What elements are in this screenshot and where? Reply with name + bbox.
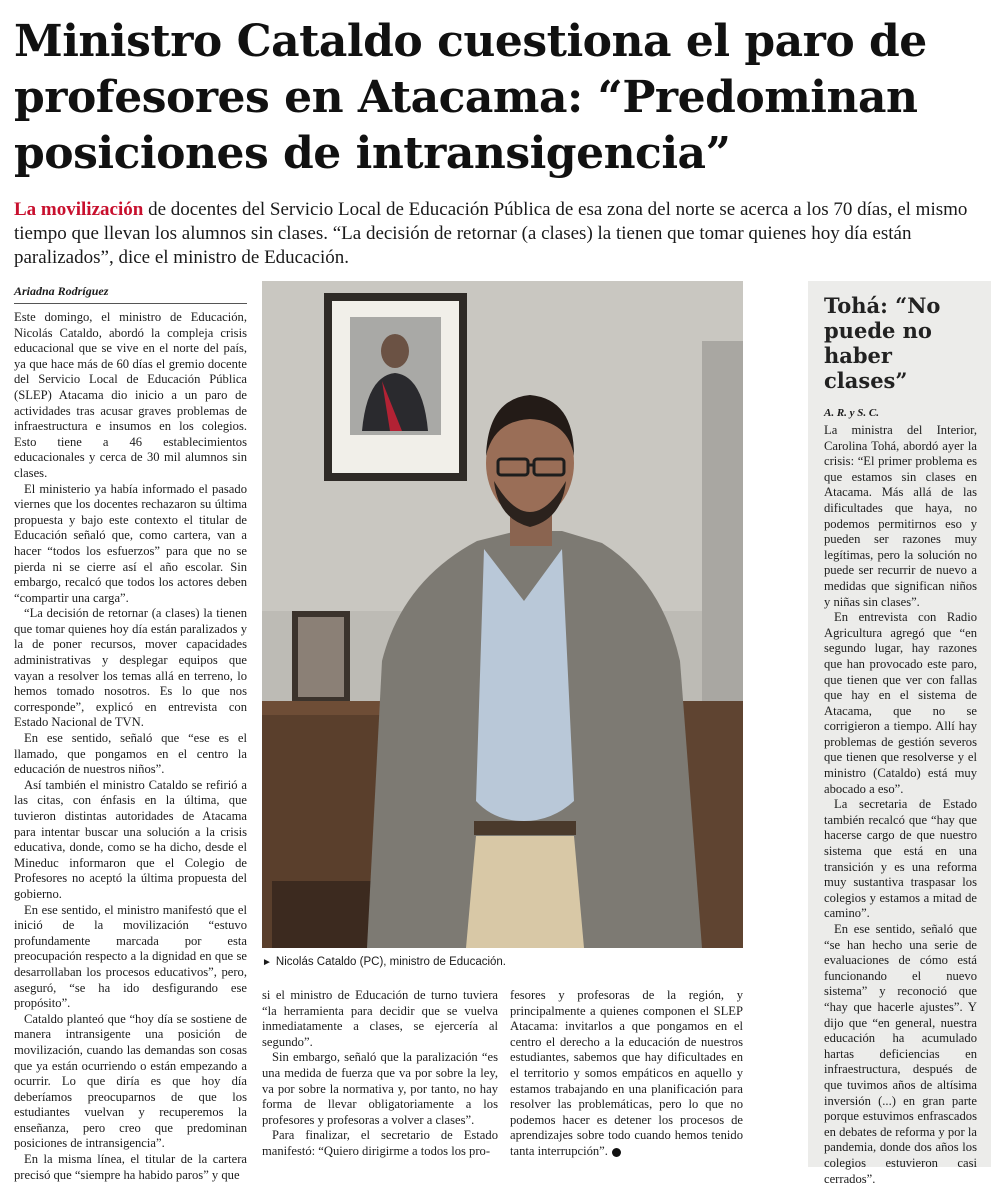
headline: Ministro Cataldo cuestiona el paro de profesores en Atacama: “Predominan posiciones de intransigencia” (14, 16, 927, 179)
sidebar-body (824, 423, 977, 1187)
caption-text: Nicolás Cataldo (PC), ministro de Educación. (275, 956, 507, 968)
body-paragraph: Así también el ministro Cataldo se refirió a las citas, con énfasis en la última, que tuvieron distintas autoridades de Atacama para intentar buscar una solución a la crisis educativa, donde, como se ha dicho, desde el Mineduc informaron que el Colegio de Profesores no aceptó la última propuesta del gobierno. (14, 777, 247, 901)
body-paragraph: Para finalizar, el secretario de Estado manifestó: “Quiero dirigirme a todos los pro- (262, 1128, 498, 1158)
body-paragraph: En ese sentido, el ministro manifestó que el inició de la movilización “estuvo profundamente marcada por esta preocupación respecto a la dignidad en que se desarrollaban los procesos educativos”, pero, aseguró, “se ha ido desfigurando ese propósito”. (14, 902, 247, 1011)
photo-illustration (262, 281, 743, 948)
sidebar-paragraph: En entrevista con Radio Agricultura agregó que “en segundo lugar, hay razones que han provocado este paro, que tienen que ver con fallas que hay en el sistema de Atacama, que no se corrigieron a tiempo. Allí hay problemas de gestión severos que tienen que resolverse y el ministro (Cataldo) está muy abocado a eso”. (824, 610, 977, 796)
body-paragraph: Cataldo planteó que “hoy día se sostiene de manera intransigente una posición de movilización, cuando las demandas son cosas que ya están ocurriendo o están empezando a ocurrir. Lo que diría es que hoy día deberíamos preocuparnos de que los estudiantes vuelvan y recuperemos la enseñanza, pero creo que predominan posiciones de intransigencia”. (14, 1011, 247, 1151)
sidebar-byline: A. R. y S. C. (824, 407, 880, 419)
sidebar-title: Tohá: “No puede no haber clases” (824, 293, 941, 393)
body-column-2 (262, 988, 498, 1160)
lead-kicker: La movilización (14, 199, 144, 220)
sidebar-paragraph: En ese sentido, señaló que “se han hecho una serie de evaluaciones de cómo está funcionando el nuevo sistema” y reconoció que “hay que hacerle ajustes”. Y dijo que “en general, nuestra educación ha acumulado hartas deficiencias en infraestructura, después de que tuvimos años de altísima inversión (...) en gran parte porque estuvimos enfrascados en debates de reforma y por la pandemia, donde dos años los colegios estuvieron casi cerrados”. (824, 922, 977, 1186)
sidebar-box (808, 281, 991, 1186)
body-paragraph: En ese sentido, señaló que “ese es el llamado, que pongamos en el centro la educación de nuestros niños”. (14, 731, 247, 777)
body-paragraph: “La decisión de retornar (a clases) la tienen que tomar quienes hoy día están paralizados y la de poner recursos, mover capacidades administrativas y desplegar equipos que vayan a resolver los temas allá en terreno, lo hemos tomado nosotros. Es lo que nos corresponde”, explicó en entrevista con Estado Nacional de TVN. (14, 606, 247, 730)
body-paragraph-text: fesores y profesoras de la región, y principalmente a quienes componen el SLEP Atacama: invitarlos a que pongamos en el centro el derecho a la educación de nuestros estudiantes, sabemos que hay dificultades en el territorio y somos empáticos en aquello y estamos trabajando en una planificación para resolver las problemáticas, pero lo que no podemos hacer es detener los procesos de aprendizajes sobre todo cuando hemos tenido tanta interrupción”. (510, 988, 743, 1158)
caption-arrow-icon: ► (262, 957, 272, 968)
sidebar-paragraph: La ministra del Interior, Carolina Tohá, abordó ayer la crisis: “El primer problema es que estamos sin clases en Atacama. Más allá de las dificultades que haya, no podemos permitirnos eso y pueden ser razones muy legítimas, pero la solución no puede ser recurrir de nuevo a medidas que significan niños y niñas sin clases”. (824, 423, 977, 609)
body-paragraph: si el ministro de Educación de turno tuviera “la herramienta para decidir que se vuelva inmediatamente a clases, se ejercería al segundo”. (262, 988, 498, 1049)
byline: Ariadna Rodríguez (14, 284, 247, 304)
body-paragraph: Sin embargo, señaló que la paralización “es una medida de fuerza que va por sobre la ley, va por sobre la normativa y, por tanto, no hay forma de llevar obligatoriamente a los profesores y profesoras a volver a clases”. (262, 1050, 498, 1127)
body-paragraph: El ministerio ya había informado el pasado viernes que los docentes rechazaron su última propuesta y bajo este contexto el titular de Educación señaló que, como cartera, van a hacer “todos los esfuerzos” para que no se pierda ni se cierre así el año escolar. Sin embargo, recalcó que todos los actores deben “compartir una carga”. (14, 481, 247, 605)
photo-caption (262, 956, 743, 968)
lead-text: de docentes del Servicio Local de Educación Pública de esa zona del norte se acerca a los 70 días, el mismo tiempo que llevan los alumnos sin clases. “La decisión de retornar (a clases) la tienen que tomar quienes hoy día están paralizados”, dice el ministro de Educación. (14, 199, 968, 268)
body-column-3 (510, 988, 743, 1160)
body-paragraph (510, 988, 743, 1160)
minister-photo (262, 281, 743, 948)
body-paragraph: Este domingo, el ministro de Educación, Nicolás Cataldo, abordó la compleja crisis educacional que se vive en el norte del país, ya que hace más de 60 días el gremio docente del Servicio Local de Educación Pública (SLEP) Atacama dio inicio a un paro de actividades tras acusar graves problemas de infraestructura e insumos en los colegios. Esto tiene a 46 establecimientos educacionales y cerca de 30 mil alumnos sin clases. (14, 310, 247, 480)
sidebar-paragraph: La secretaria de Estado también recalcó que “hay que hacerse cargo de que nuestro sistema que está en una transición y es una reforma muy sustantiva traspasar los colegios y estamos a mitad de camino”. (824, 797, 977, 921)
body-column-1 (14, 310, 247, 1183)
body-paragraph: En la misma línea, el titular de la cartera precisó que “siempre ha habido paros” y que (14, 1152, 247, 1182)
lead-paragraph (14, 198, 986, 270)
end-of-article-icon (612, 1148, 621, 1157)
